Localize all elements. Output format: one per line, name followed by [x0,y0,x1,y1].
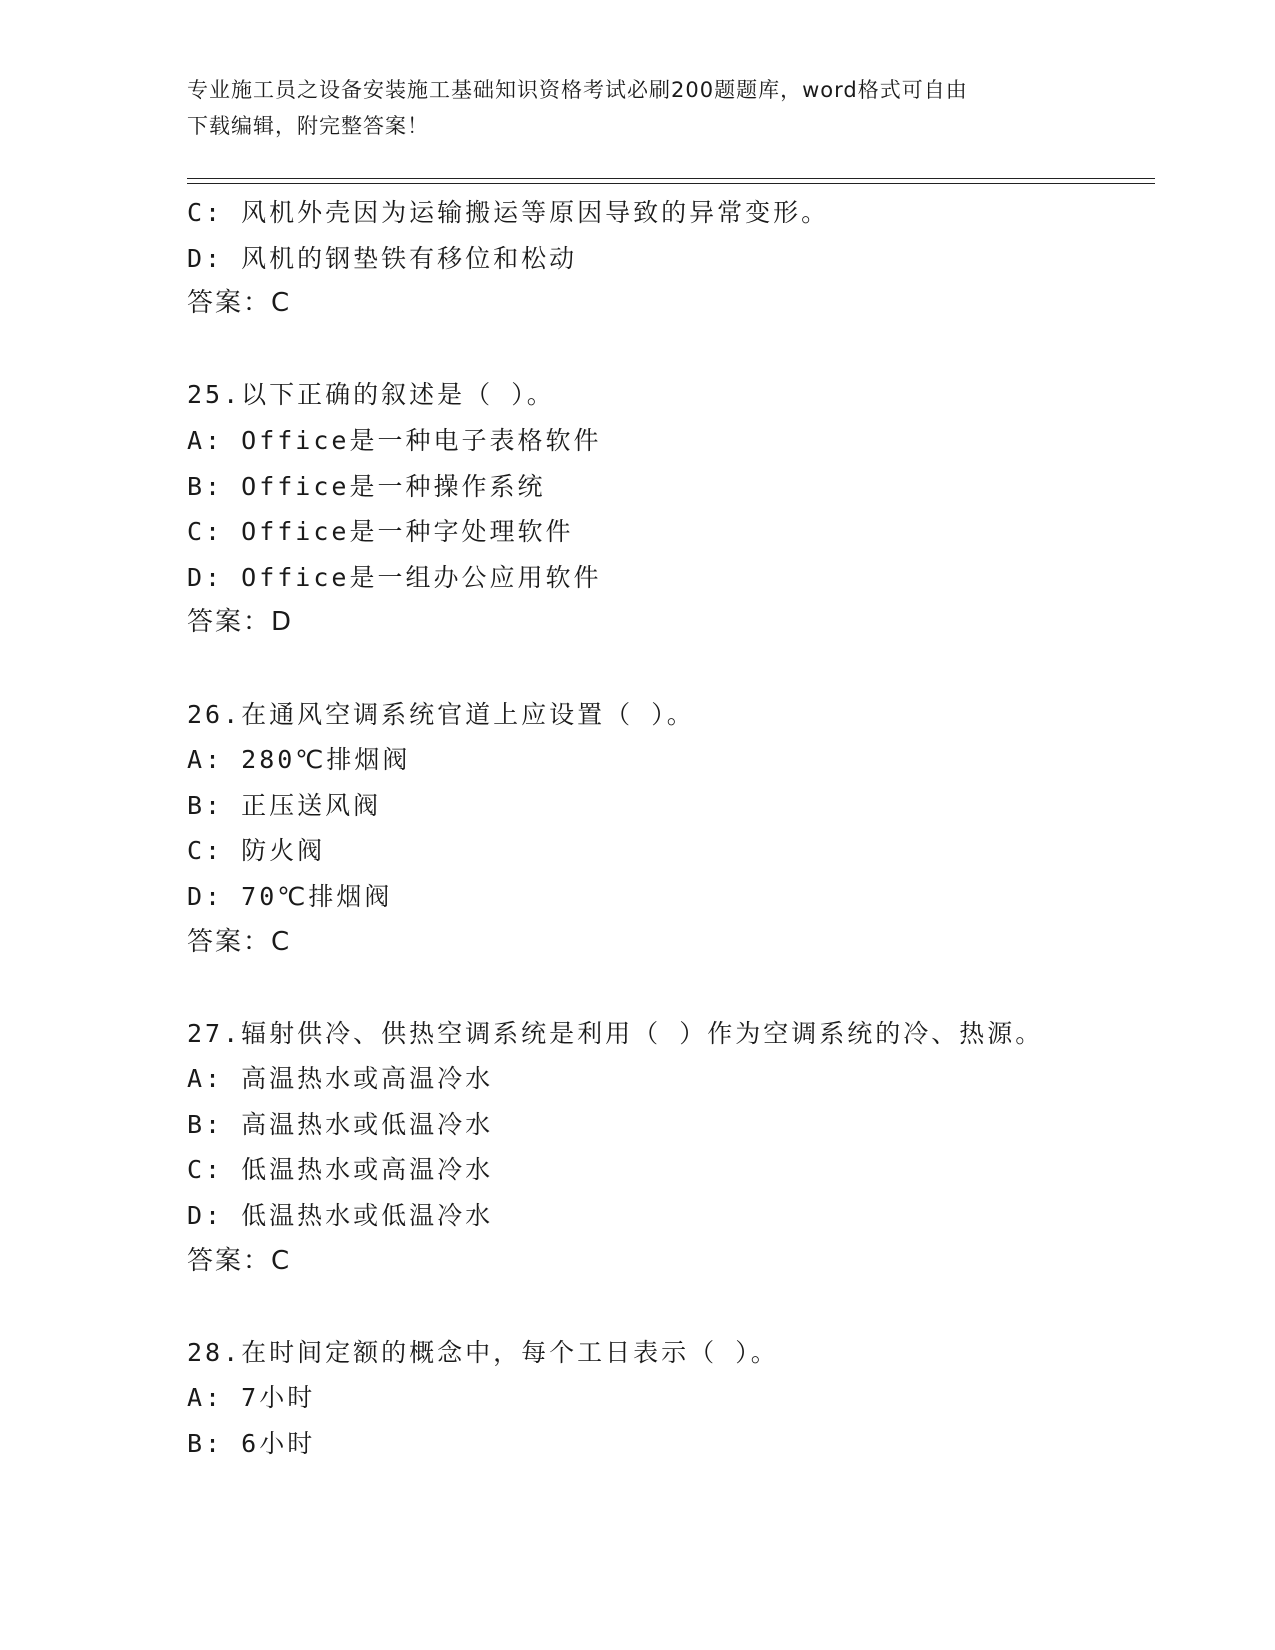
document-header [187,72,1067,144]
header-divider-top [187,178,1155,179]
question-list [187,190,1147,1467]
spacer [187,965,1147,1011]
option-line: D: 70℃排烟阀 [187,881,393,911]
spacer [187,327,1147,373]
header-line-1: 专业施工员之设备安装施工基础知识资格考试必刷200题题库，word格式可自由 [187,78,968,102]
question-stem: 28.在时间定额的概念中，每个工日表示（ ）。 [187,1337,779,1367]
option-line: D: 风机的钢垫铁有移位和松动 [187,243,578,273]
spacer [187,1284,1147,1330]
option-line: C: 防火阀 [187,836,326,866]
answer-line: 答案：C [187,926,292,957]
option-line: A: 280℃排烟阀 [187,745,411,775]
option-line: C: Office是一种字处理软件 [187,517,574,547]
option-line: A: 7小时 [187,1383,316,1413]
answer-line: 答案：C [187,1245,292,1276]
option-line: B: 6小时 [187,1429,316,1459]
question-stem: 25.以下正确的叙述是（ ）。 [187,380,555,410]
option-line: C: 低温热水或高温冷水 [187,1155,494,1185]
option-line: A: 高温热水或高温冷水 [187,1064,494,1094]
option-line: A: Office是一种电子表格软件 [187,425,602,455]
option-line: C: 风机外壳因为运输搬运等原因导致的异常变形。 [187,198,830,227]
option-line: B: 高温热水或低温冷水 [187,1109,494,1139]
option-line: D: Office是一组办公应用软件 [187,562,602,592]
answer-line: 答案：C [187,288,292,319]
question-stem: 26.在通风空调系统官道上应设置（ ）。 [187,699,695,729]
option-line: D: 低温热水或低温冷水 [187,1201,494,1231]
answer-line: 答案：D [187,607,294,638]
question-stem: 27.辐射供冷、供热空调系统是利用（ ）作为空调系统的冷、热源。 [187,1018,1044,1048]
option-line: B: Office是一种操作系统 [187,471,546,501]
option-line: B: 正压送风阀 [187,790,382,820]
spacer [187,646,1147,692]
header-line-2: 下载编辑，附完整答案！ [187,114,429,138]
header-divider-bottom [187,183,1155,184]
